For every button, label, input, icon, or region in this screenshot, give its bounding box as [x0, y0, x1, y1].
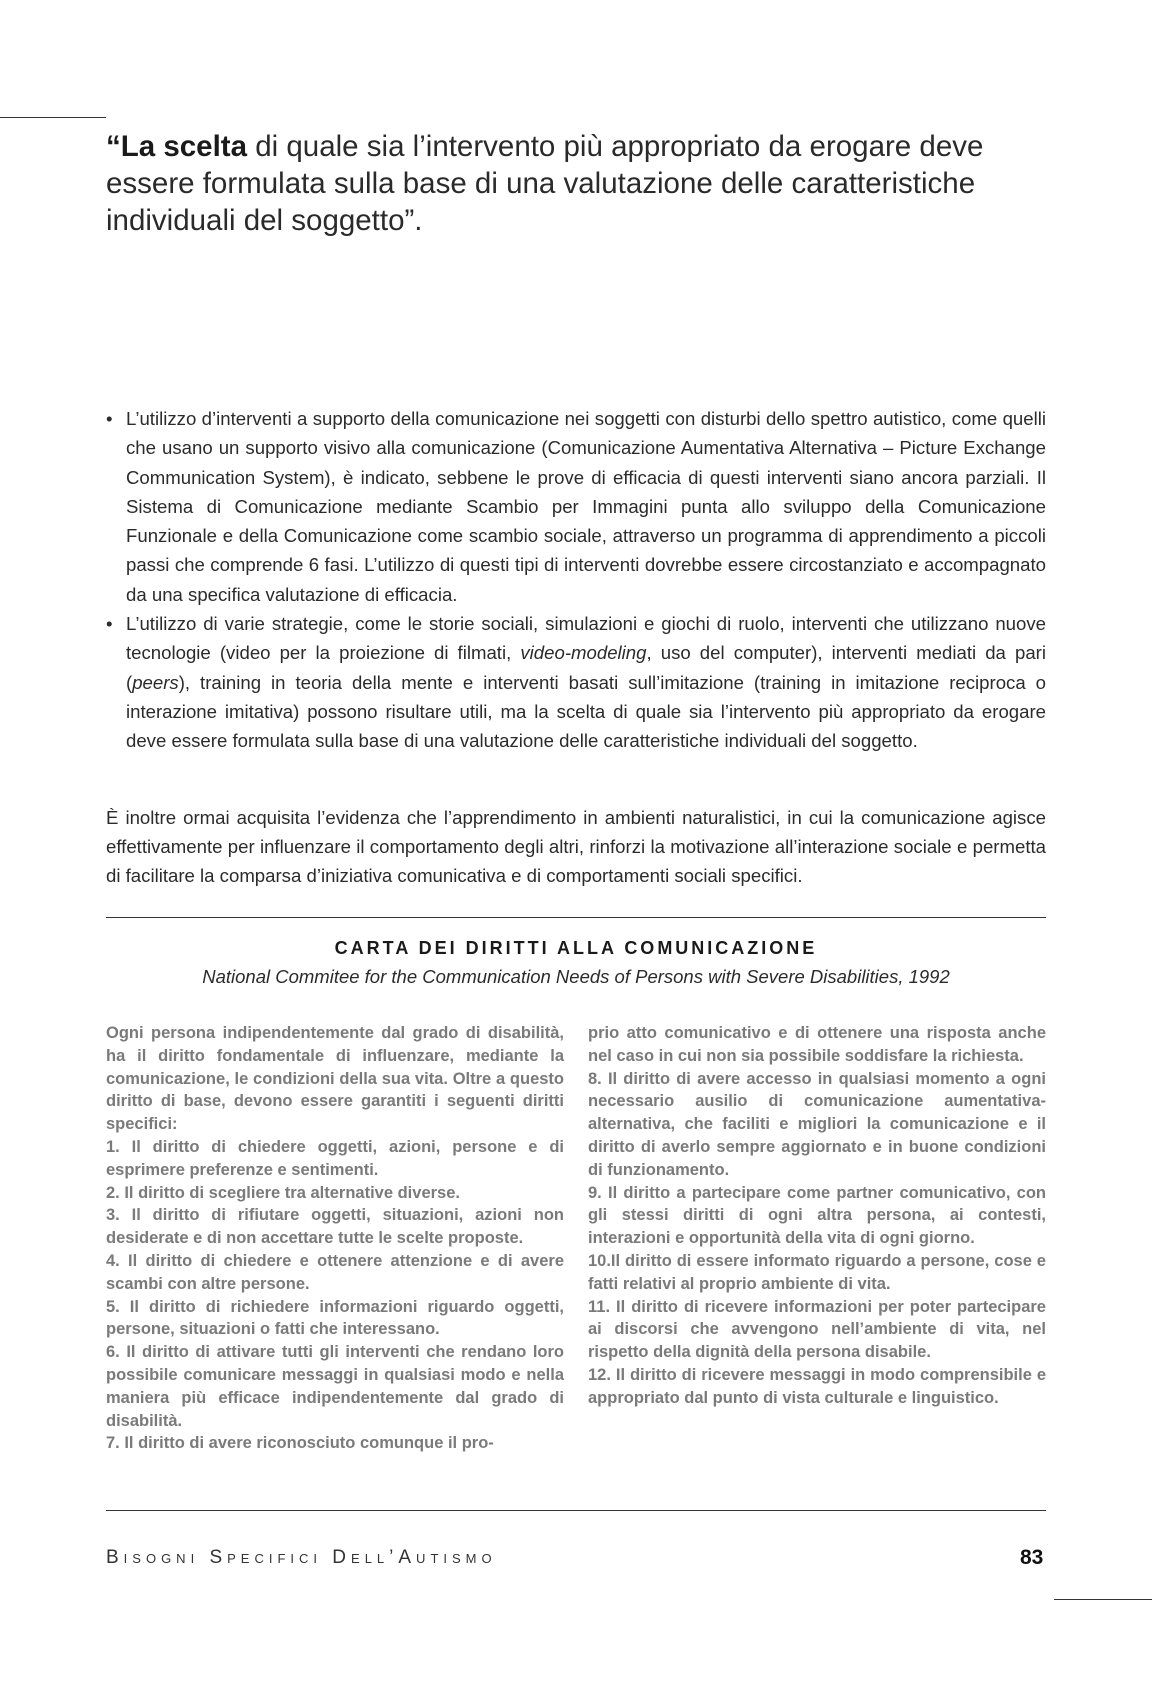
right-item-12: 12. Il diritto di ricevere messaggi in modo comprensibile e appropriato dal punto di vista culturale e linguistico. — [588, 1365, 1046, 1407]
right-item-11: 11. Il diritto di ricevere informazioni per poter partecipare ai discorsi che avvengono nell’ambiente di vita, nel rispetto della dignità della persona disabile. — [588, 1297, 1046, 1362]
top-left-rule — [0, 117, 106, 118]
bullet-italic-video-modeling: video-modeling — [520, 642, 647, 664]
footer-rule — [1054, 1599, 1152, 1600]
bullet-list — [106, 404, 1046, 756]
right-item-3: 3. Il diritto di rifiutare oggetti, situazioni, azioni non desiderate e di non accettare tutte le scelte proposte. — [106, 1206, 564, 1248]
right-item-8: 8. Il diritto di avere accesso in qualsiasi momento a ogni necessario ausilio di comunicazione aumentativa-alternativa, che faciliti e migliori la comunicazione e il diritto di averlo sempre aggiornato e in buone condizioni di funzionamento. — [588, 1069, 1046, 1179]
box-top-rule — [106, 917, 1046, 918]
bullet-text-part: , uso del computer), interventi mediati da pari ( — [126, 642, 1046, 693]
pull-quote-lead: “La scelta — [106, 130, 248, 163]
right-item-10: 10.Il diritto di essere informato riguardo a persone, cose e fatti relativi al proprio ambiente di vita. — [588, 1251, 1046, 1293]
box-title: CARTA DEI DIRITTI ALLA COMUNICAZIONE — [334, 938, 818, 958]
page-number: 83 — [1020, 1546, 1044, 1569]
right-item-4: 4. Il diritto di chiedere e ottenere attenzione e di avere scambi con altre persone. — [106, 1251, 564, 1293]
bullet-text-part: ), training in teoria della mente e interventi basati sull’imitazione (training in imitazione reciproca o interazione imitativa) possono risultare utili, ma la scelta di quale sia l’intervento più appropriato da erogare deve essere formulata sulla base di una valutazione delle caratteristiche individuali del soggetto. — [126, 671, 1046, 752]
right-item-2: 2. Il diritto di scegliere tra alternative diverse. — [106, 1183, 460, 1202]
right-item-9: 9. Il diritto a partecipare come partner comunicativo, con gli stessi diritti di ogni altra persona, ai contesti, interazioni e opportunità della vita di ogni giorno. — [588, 1183, 1046, 1248]
rights-column-right — [588, 1022, 1046, 1410]
pull-quote — [106, 128, 1066, 239]
right-item-7-end: prio atto comunicativo e di ottenere una risposta anche nel caso in cui non sia possibile soddisfare la richiesta. — [588, 1024, 1046, 1065]
right-item-5: 5. Il diritto di richiedere informazioni riguardo oggetti, persone, situazioni o fatti che interessano. — [106, 1297, 564, 1339]
right-item-7-start: 7. Il diritto di avere riconosciuto comunque il pro- — [106, 1434, 494, 1453]
bullet-text: L’utilizzo d’interventi a supporto della comunicazione nei soggetti con disturbi dello spettro autistico, come quelli che usano un supporto visivo alla comunicazione (Comunicazione Aumentativa Alternativa – Picture Exchange Communication System), è indicato, sebbene le prove di efficacia di questi interventi siano ancora parziali. Il Sistema di Comunicazione mediante Scambio per Immagini punta allo sviluppo della Comunicazione Funzionale e della Comunicazione come scambio sociale, attraverso un programma di apprendimento a piccoli passi che comprende 6 fasi. L’utilizzo di questi tipi di interventi dovrebbe essere circostanziato e accompagnato da una specifica valutazione di efficacia. — [126, 408, 1046, 605]
pull-quote-text: di quale sia l’intervento più appropriato da erogare deve essere formulata sulla base di una valutazione delle caratteristiche individuali del soggetto”. — [106, 130, 984, 237]
body-paragraph: È inoltre ormai acquisita l’evidenza che l’apprendimento in ambienti naturalistici, in cui la comunicazione agisce effettivamente per influenzare il comportamento degli altri, rinforzi la motivazione all’interazione sociale e permetta di facilitare la comparsa d’iniziativa comunicativa e di comportamenti sociali specifici. — [106, 806, 1046, 887]
rights-intro: Ogni persona indipendentemente dal grado di disabilità, ha il diritto fondamentale di influenzare, mediante la comunicazione, le condizioni della sua vita. Oltre a questo diritto di base, devono essere garantiti i seguenti diritti specifici: — [106, 1024, 564, 1134]
right-item-6: 6. Il diritto di attivare tutti gli interventi che rendano loro possibile comunicare messaggi in qualsiasi modo e nella maniera più efficace indipendentemente dal grado di disabilità. — [106, 1343, 564, 1430]
rights-column-left — [106, 1022, 564, 1455]
bullet-item-strategies — [106, 609, 1046, 755]
bullet-text-part: L’utilizzo di varie strategie, come le storie sociali, simulazioni e giochi di ruolo, interventi che utilizzano nuove tecnologie (video per la proiezione di filmati, — [126, 613, 1046, 664]
box-subtitle: National Commitee for the Communication Needs of Persons with Severe Disabilities, 1992 — [202, 966, 950, 987]
running-footer-title: Bisogni Specifici Dell’Autismo — [106, 1547, 497, 1568]
box-bottom-rule — [106, 1510, 1046, 1511]
right-item-1: 1. Il diritto di chiedere oggetti, azioni, persone e di esprimere preferenze e sentimenti. — [106, 1137, 564, 1179]
bullet-item-communication-support — [106, 404, 1046, 609]
bullet-italic-peers: peers — [132, 671, 179, 693]
